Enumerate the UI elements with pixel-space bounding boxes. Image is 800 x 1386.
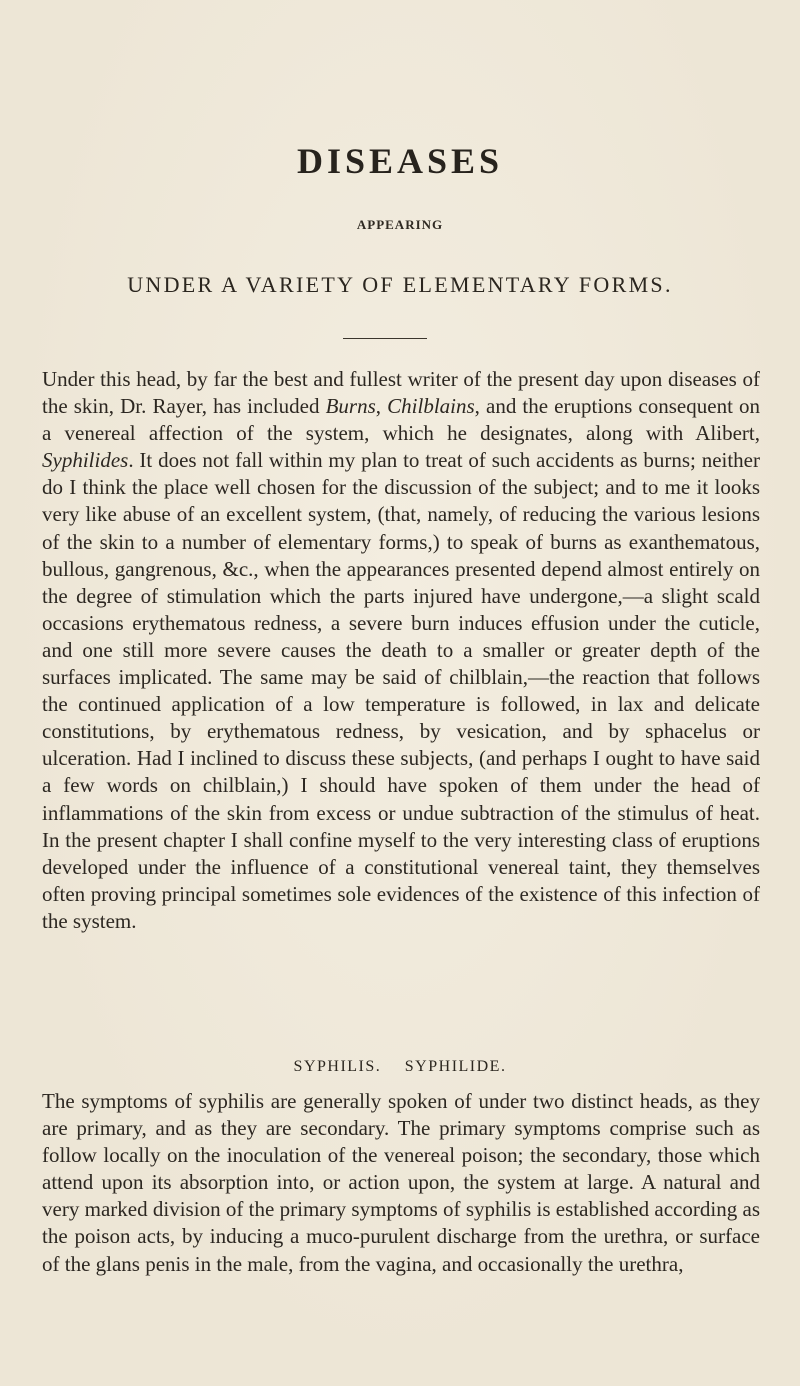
paragraph-intro-text: Under this head, by far the best and fullest writer of the present day upon diseases of the skin, Dr. Rayer, has included Burns, Chilblains, and the eruptions consequent on a venereal affection of the system, which he designates, along with Alibert, Syphilides. It does not fall within my plan to treat of such accidents as burns; neither do I think the place well chosen for the discussion of the subject; and to me it looks very like abuse of an excellent system, (that, namely, of reducing the various lesions of the skin to a number of elementary forms,) to speak of burns as exanthematous, bullous, gangrenous, &c., when the appearances presented depend almost entirely on the degree of stimulation which the parts injured have undergone,—a slight scald occasions erythematous redness, a severe burn induces effusion under the cuticle, and one still more severe causes the death to a smaller or greater depth of the surfaces implicated. The same may be said of chilblain,—the reaction that follows the continued application of a low temperature is followed, in lax and delicate constitutions, by erythematous redness, by vesication, and by sphacelus or ulceration. Had I inclined to discuss these subjects, (and perhaps I ought to have said a few words on chilblain,) I should have spoken of them under the head of inflammations of the skin from excess or undue subtraction of the stimulus of heat. In the present chapter I shall confine myself to the very interesting class of eruptions developed under the influence of a constitutional venereal taint, they themselves often proving principal sometimes sole evidences of the existence of this infection of the system.	[42, 367, 760, 933]
paragraph-symptoms	[42, 1088, 760, 1278]
section-heading	[0, 1058, 800, 1076]
section-heading-syphilide: SYPHILIDE.	[404, 1058, 507, 1075]
paragraph-symptoms-text: The symptoms of syphilis are generally spoken of under two distinct heads, as they are primary, and as they are secondary. The primary symptoms comprise such as follow locally on the inoculation of the venereal poison; the secondary, those which attend upon its absorption into, or action upon, the system at large. A natural and very marked division of the primary symptoms of syphilis is established according as the poison acts, by inducing a muco-purulent discharge from the urethra, or surface of the glans penis in the male, from the vagina, and occasionally the urethra,	[42, 1089, 760, 1276]
section-heading-syphilis: SYPHILIS.	[293, 1058, 382, 1075]
chapter-title: DISEASES	[296, 141, 504, 181]
italic-term: Chilblains	[387, 394, 475, 419]
chapter-subtitle: APPEARING	[356, 217, 444, 232]
divider-rule	[343, 338, 427, 339]
italic-term: Syphilides	[42, 448, 129, 473]
italic-term: Burns	[325, 394, 376, 419]
paragraph-intro	[42, 366, 760, 935]
chapter-heading: UNDER A VARIETY OF ELEMENTARY FORMS.	[127, 272, 673, 297]
